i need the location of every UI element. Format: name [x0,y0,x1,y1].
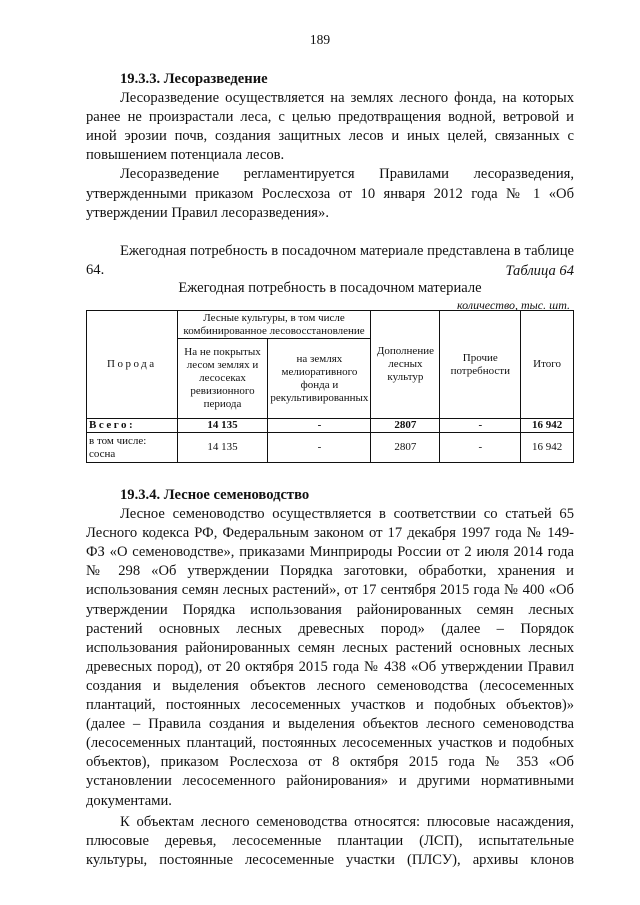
cell-total: 16 942 [521,419,574,433]
table-label: Таблица 64 [505,263,574,279]
cell-not-covered: 14 135 [177,433,268,463]
header-forest-cultures: Лесные культуры, в том числе комбинированное лесовосстановление [177,311,371,339]
paragraph: Лесоразведение осуществляется на землях лесного фонда, на которых ранее не произрастали леса, с целью предотвращения водной, ветровой и иной эрозии почв, создания защитных лесов и иных целей, связанных с повышением потенциала лесов. [86,90,574,164]
section-seed-production [86,486,574,870]
cell-other: - [440,419,521,433]
cell-reclaimed: - [268,433,371,463]
header-reclaimed: на землях мелиоративного фонда и рекультивированных [268,339,371,419]
cell-total: 16 942 [521,433,574,463]
paragraph: Ежегодная потребность в посадочном материале представлена в таблице 64. [86,242,574,278]
planting-material-table [86,310,574,463]
section-heading: 19.3.3. Лесоразведение [120,71,268,87]
cell-supplement: 2807 [371,419,440,433]
paragraph: К объектам лесного семеноводства относятся: плюсовые насаждения, плюсовые деревья, лесосеменные плантации (ЛСП), испытательные культуры, постоянные лесосеменные участки (ПЛСУ), архивы клонов [86,813,574,868]
cell-reclaimed: - [268,419,371,433]
cell-species: Всего: [87,419,178,433]
cell-species-name: сосна [89,447,116,460]
header-species: Порода [87,311,178,419]
header-other: Прочие потребности [440,311,521,419]
section-heading: 19.3.4. Лесное семеноводство [120,487,310,503]
cell-not-covered: 14 135 [177,419,268,433]
table-row [87,433,574,463]
paragraph: Лесоразведение регламентируется Правилами лесоразведения, утвержденными приказом Рослесхоза от 10 января 2012 года № 1 «Об утверждении Правил лесоразведения». [86,166,574,221]
table-title: Ежегодная потребность в посадочном материале [178,280,482,296]
section-lesorazvedenie [86,70,574,280]
header-not-covered: На не покрытых лесом землях и лесосеках ревизионного периода [177,339,268,419]
cell-other: - [440,433,521,463]
cell-supplement: 2807 [371,433,440,463]
table-units: количество, тыс. шт. [456,298,570,312]
header-total: Итого [521,311,574,419]
header-supplement: Дополнение лесных культур [371,311,440,419]
cell-species [87,433,178,463]
page-number: 189 [309,32,331,47]
table-row [87,419,574,433]
cell-species-group: в том числе: [89,434,147,447]
paragraph: Лесное семеноводство осуществляется в соответствии со статьей 65 Лесного кодекса РФ, Федеральным законом от 17 декабря 1997 года № 149-ФЗ «О семеноводстве», приказами Минприроды России от 2 июля 2014 года № 298 «Об утверждении Порядка заготовки, обработки, хранения и использования семян лесных растений», от 17 сентября 2015 года № 400 «Об утверждении Порядка использования районированных семян лесных растений основных лесных древесных пород» (далее – Порядок использования районированных семян лесных растений основных лесных древесных пород), от 20 октября 2015 года № 438 «Об утверждении Правил создания и выделения объектов лесного семеноводства (лесосеменных плантаций, постоянных лесосеменных участков и подобных объектов)» (далее – Правила создания и выделения объектов лесного семеноводства (лесосеменных плантаций, постоянных лесосеменных участков и подобных объектов), приказом Рослесхоза от 8 октября 2015 года № 353 «Об установлении лесосеменного районирования» и другими нормативными документами. [86,506,574,809]
